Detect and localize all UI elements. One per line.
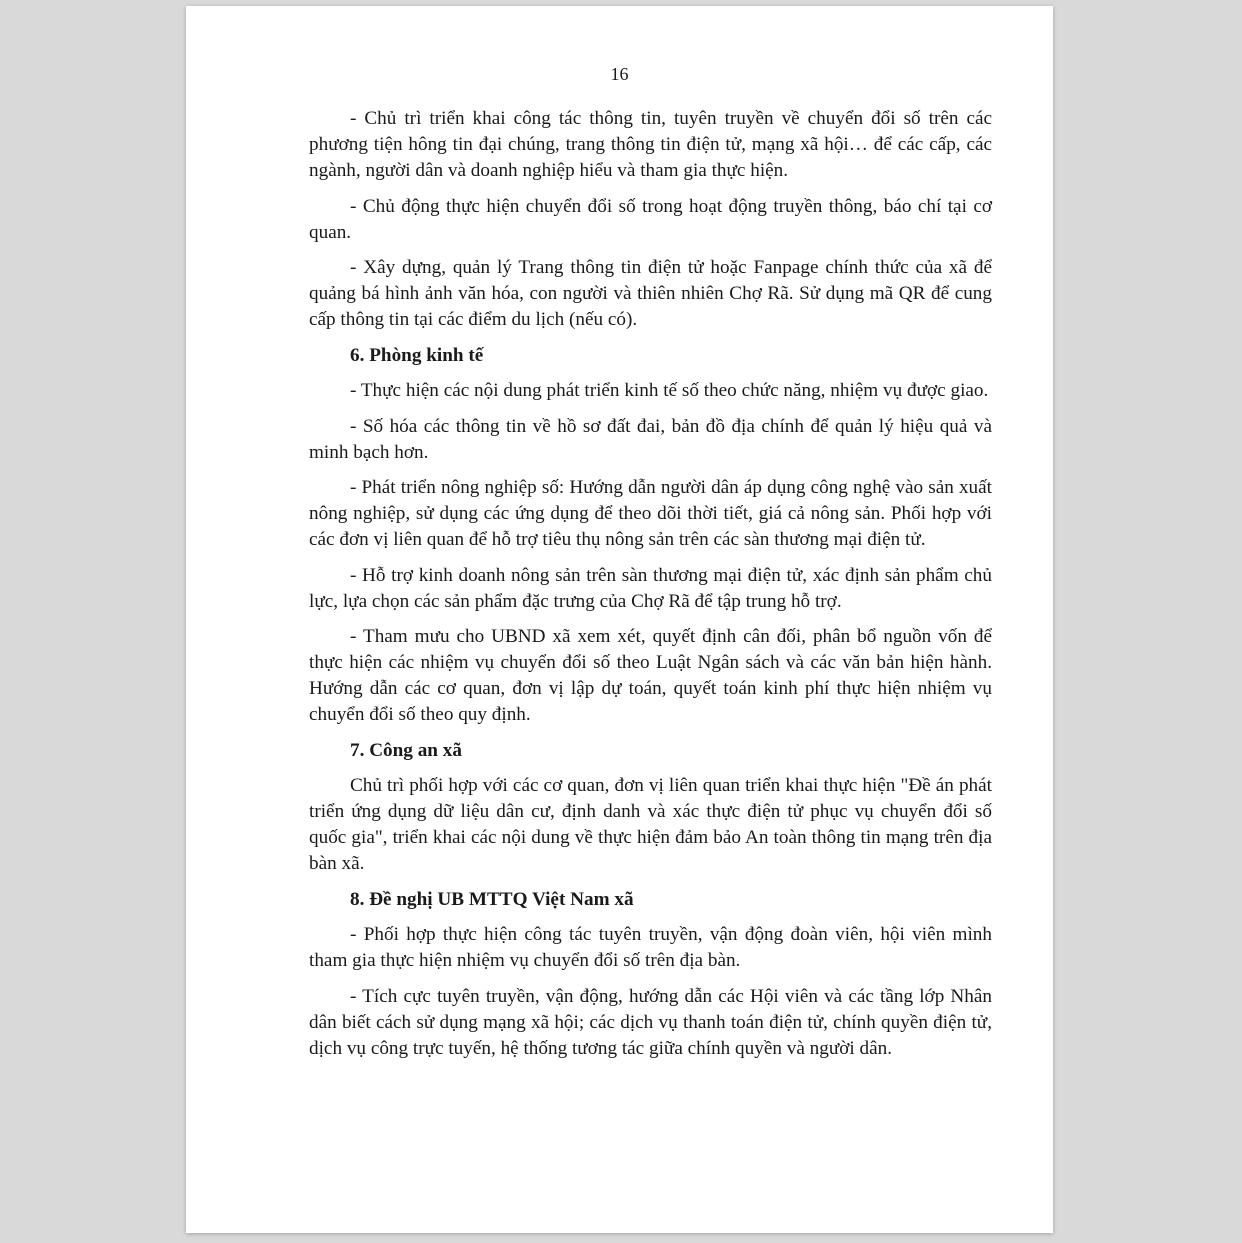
paragraph: - Tham mưu cho UBND xã xem xét, quyết định cân đối, phân bổ nguồn vốn để thực hiện các nhiệm vụ chuyển đổi số theo Luật Ngân sách và các văn bản hiện hành. Hướng dẫn các cơ quan, đơn vị lập dự toán, quyết toán kinh phí thực hiện nhiệm vụ chuyển đổi số theo quy định. [309, 626, 992, 725]
paragraph: - Số hóa các thông tin về hồ sơ đất đai, bản đồ địa chính để quản lý hiệu quả và minh bạch hơn. [309, 415, 992, 463]
document-page [186, 6, 1053, 1233]
paragraph: - Chủ trì triển khai công tác thông tin, tuyên truyền về chuyển đổi số trên các phương tiện hông tin đại chúng, trang thông tin điện tử, mạng xã hội… để các cấp, các ngành, người dân và doanh nghiệp hiểu và tham gia thực hiện. [309, 108, 992, 181]
paragraph: - Chủ động thực hiện chuyển đổi số trong hoạt động truyền thông, báo chí tại cơ quan. [309, 195, 992, 243]
paragraph: Chủ trì phối hợp với các cơ quan, đơn vị liên quan triển khai thực hiện "Đề án phát triển ứng dụng dữ liệu dân cư, định danh và xác thực điện tử phục vụ chuyển đổi số quốc gia", triển khai các nội dung về thực hiện đảm bảo An toàn thông tin mạng trên địa bàn xã. [309, 775, 992, 874]
paragraph: - Xây dựng, quản lý Trang thông tin điện tử hoặc Fanpage chính thức của xã để quảng bá hình ảnh văn hóa, con người và thiên nhiên Chợ Rã. Sử dụng mã QR để cung cấp thông tin tại các điểm du lịch (nếu có). [309, 257, 992, 330]
document-body [309, 106, 992, 1071]
paragraph: - Tích cực tuyên truyền, vận động, hướng dẫn các Hội viên và các tầng lớp Nhân dân biết cách sử dụng mạng xã hội; các dịch vụ thanh toán điện tử, chính quyền điện tử, dịch vụ công trực tuyến, hệ thống tương tác giữa chính quyền và người dân. [309, 985, 992, 1059]
paragraph: - Thực hiện các nội dung phát triển kinh tế số theo chức năng, nhiệm vụ được giao. [350, 380, 989, 401]
section-heading: 8. Đề nghị UB MTTQ Việt Nam xã [350, 888, 634, 910]
section-heading: 7. Công an xã [350, 739, 462, 761]
section-heading: 6. Phòng kinh tế [350, 344, 484, 366]
paragraph: - Phối hợp thực hiện công tác tuyên truyền, vận động đoàn viên, hội viên mình tham gia thực hiện nhiệm vụ chuyển đổi số trên địa bàn. [309, 924, 992, 971]
paragraph: - Hỗ trợ kinh doanh nông sản trên sàn thương mại điện tử, xác định sản phẩm chủ lực, lựa chọn các sản phẩm đặc trưng của Chợ Rã để tập trung hỗ trợ. [309, 564, 992, 612]
page-number: 16 [610, 64, 629, 84]
paragraph: - Phát triển nông nghiệp số: Hướng dẫn người dân áp dụng công nghệ vào sản xuất nông nghiệp, sử dụng các ứng dụng để theo dõi thời tiết, giá cả nông sản. Phối hợp với các đơn vị liên quan để hỗ trợ tiêu thụ nông sản trên các sàn thương mại điện tử. [309, 477, 992, 550]
